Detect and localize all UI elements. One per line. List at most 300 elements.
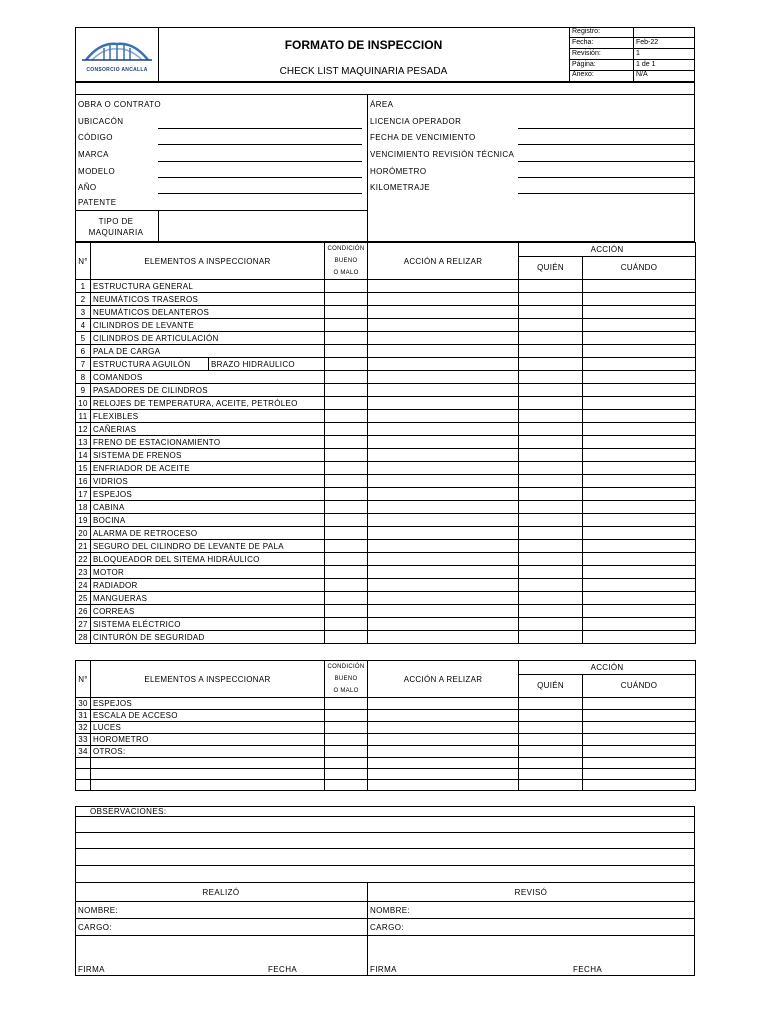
who-cell[interactable] [519, 345, 583, 358]
action-cell[interactable] [368, 710, 519, 722]
who-cell[interactable] [519, 436, 583, 449]
action-cell[interactable] [368, 540, 519, 553]
patente-label: PATENTE [78, 198, 117, 207]
when-cell[interactable] [583, 514, 696, 527]
table-row [76, 514, 696, 527]
who-cell[interactable] [519, 618, 583, 631]
item-label: CINTURÓN DE SEGURIDAD [91, 631, 325, 644]
item-label: NEUMÁTICOS DELANTEROS [91, 306, 325, 319]
item-number: 6 [76, 345, 91, 358]
item-label: PASADORES DE CILINDROS [91, 384, 325, 397]
col-condicion-header: CONDICIÓN BUENO O MALO [325, 661, 368, 698]
when-cell[interactable] [583, 579, 696, 592]
who-cell[interactable] [519, 605, 583, 618]
condition-cell[interactable] [325, 293, 368, 306]
action-cell[interactable] [368, 332, 519, 345]
reviso-cargo-label: CARGO: [370, 923, 404, 932]
who-cell[interactable] [519, 371, 583, 384]
item-label: ALARMA DE RETROCESO [91, 527, 325, 540]
item-label: LUCES [91, 722, 325, 734]
col-accion-header: ACCIÓN [519, 243, 696, 257]
item-number: 8 [76, 371, 91, 384]
item-label: CABINA [91, 501, 325, 514]
item-label [91, 769, 325, 780]
condition-cell[interactable] [325, 710, 368, 722]
meta-label: Página: [572, 61, 596, 68]
when-cell[interactable] [583, 358, 696, 371]
col-elementos-header: ELEMENTOS A INSPECCIONAR [91, 661, 325, 698]
item-number: 16 [76, 475, 91, 488]
condition-cell[interactable] [325, 319, 368, 332]
who-cell[interactable] [519, 449, 583, 462]
when-cell[interactable] [583, 319, 696, 332]
item-number: 14 [76, 449, 91, 462]
action-cell[interactable] [368, 501, 519, 514]
item-label: MANGUERAS [91, 592, 325, 605]
when-cell[interactable] [583, 734, 696, 746]
action-cell[interactable] [368, 605, 519, 618]
when-cell[interactable] [583, 475, 696, 488]
when-cell[interactable] [583, 371, 696, 384]
ano-field[interactable] [158, 193, 362, 194]
item-label: ESPEJOS [91, 488, 325, 501]
who-cell[interactable] [519, 553, 583, 566]
item-number: 3 [76, 306, 91, 319]
when-cell[interactable] [583, 332, 696, 345]
table-row [76, 592, 696, 605]
codigo-field[interactable] [158, 144, 362, 145]
item-label: CORREAS [91, 605, 325, 618]
item-number [76, 758, 91, 769]
action-cell[interactable] [368, 769, 519, 780]
obra-label: OBRA O CONTRATO [78, 100, 162, 109]
realizo-cargo-label: CARGO: [78, 923, 112, 932]
item-label: CILINDROS DE LEVANTE [91, 319, 325, 332]
when-cell[interactable] [583, 769, 696, 780]
vencimiento-field[interactable] [518, 144, 694, 145]
condition-cell[interactable] [325, 410, 368, 423]
action-cell[interactable] [368, 410, 519, 423]
item-label: MOTOR [91, 566, 325, 579]
when-cell[interactable] [583, 280, 696, 293]
realizo-nombre-label: NOMBRE: [78, 906, 119, 915]
item-number: 28 [76, 631, 91, 644]
action-cell[interactable] [368, 566, 519, 579]
action-cell[interactable] [368, 319, 519, 332]
when-cell[interactable] [583, 449, 696, 462]
who-cell[interactable] [519, 710, 583, 722]
table-row [76, 280, 696, 293]
horometro-label: HORÓMETRO [370, 167, 427, 176]
col-accion-relizar-header: ACCIÓN A RELIZAR [368, 661, 519, 698]
item-number: 30 [76, 698, 91, 710]
condition-cell[interactable] [325, 758, 368, 769]
col-num-header: N° [76, 661, 91, 698]
item-label [91, 758, 325, 769]
condition-cell[interactable] [325, 746, 368, 758]
condition-cell[interactable] [325, 423, 368, 436]
who-cell[interactable] [519, 280, 583, 293]
condition-cell[interactable] [325, 618, 368, 631]
table-row [76, 698, 696, 710]
when-cell[interactable] [583, 618, 696, 631]
condition-cell[interactable] [325, 698, 368, 710]
company-logo [80, 40, 154, 73]
item-label: ENFRIADOR DE ACEITE [91, 462, 325, 475]
item-number: 10 [76, 397, 91, 410]
condition-cell[interactable] [325, 462, 368, 475]
meta-label: Anexo: [572, 71, 594, 78]
who-cell[interactable] [519, 332, 583, 345]
who-cell[interactable] [519, 423, 583, 436]
modelo-label: MODELO [78, 167, 116, 176]
form-subtitle: CHECK LIST MAQUINARIA PESADA [279, 66, 448, 77]
table-row [76, 605, 696, 618]
item-number: 18 [76, 501, 91, 514]
marca-field[interactable] [158, 161, 362, 162]
table-row [76, 306, 696, 319]
condition-cell[interactable] [325, 769, 368, 780]
table-row [76, 384, 696, 397]
table-row [76, 371, 696, 384]
meta-label: Revisión: [572, 50, 601, 57]
table-row [76, 410, 696, 423]
item-extra-label: BRAZO HIDRAULICO [209, 358, 325, 371]
item-number: 17 [76, 488, 91, 501]
condition-cell[interactable] [325, 631, 368, 644]
item-number: 20 [76, 527, 91, 540]
item-number: 2 [76, 293, 91, 306]
action-cell[interactable] [368, 423, 519, 436]
meta-value: Feb-22 [636, 39, 659, 46]
action-cell[interactable] [368, 618, 519, 631]
when-cell[interactable] [583, 384, 696, 397]
item-label: SISTEMA ELÉCTRICO [91, 618, 325, 631]
col-num-header: N° [76, 243, 91, 280]
revision-tecnica-field[interactable] [518, 161, 694, 162]
item-number: 1 [76, 280, 91, 293]
table-row [76, 618, 696, 631]
when-cell[interactable] [583, 423, 696, 436]
when-cell[interactable] [583, 306, 696, 319]
item-label: BLOQUEADOR DEL SITEMA HIDRÁULICO [91, 553, 325, 566]
item-label: CILINDROS DE ARTICULACIÓN [91, 332, 325, 345]
item-label: HOROMETRO [91, 734, 325, 746]
when-cell[interactable] [583, 410, 696, 423]
observaciones-line[interactable] [75, 865, 695, 866]
when-cell[interactable] [583, 758, 696, 769]
observaciones-line[interactable] [75, 832, 695, 833]
item-number: 9 [76, 384, 91, 397]
action-cell[interactable] [368, 631, 519, 644]
condition-cell[interactable] [325, 780, 368, 791]
condition-cell[interactable] [325, 722, 368, 734]
action-cell[interactable] [368, 371, 519, 384]
table-row [76, 579, 696, 592]
action-cell[interactable] [368, 488, 519, 501]
item-number: 26 [76, 605, 91, 618]
who-cell[interactable] [519, 319, 583, 332]
item-label: PALA DE CARGA [91, 345, 325, 358]
who-cell[interactable] [519, 514, 583, 527]
meta-value: 1 de 1 [636, 61, 656, 68]
who-cell[interactable] [519, 722, 583, 734]
logo-text: CONSORCIO ANCALLA [86, 67, 148, 73]
action-cell[interactable] [368, 780, 519, 791]
condition-cell[interactable] [325, 436, 368, 449]
condition-cell[interactable] [325, 734, 368, 746]
item-number: 22 [76, 553, 91, 566]
table-row [76, 710, 696, 722]
when-cell[interactable] [583, 710, 696, 722]
table-row [76, 501, 696, 514]
reviso-nombre-label: NOMBRE: [370, 906, 411, 915]
col-quien-header: QUIÉN [519, 674, 583, 697]
who-cell[interactable] [519, 579, 583, 592]
checklist-table-extra [75, 660, 696, 791]
condition-cell[interactable] [325, 358, 368, 371]
who-cell[interactable] [519, 592, 583, 605]
when-cell[interactable] [583, 566, 696, 579]
action-cell[interactable] [368, 280, 519, 293]
who-cell[interactable] [519, 746, 583, 758]
col-quien-header: QUIÉN [519, 256, 583, 279]
item-label: NEUMÁTICOS TRASEROS [91, 293, 325, 306]
item-label: COMANDOS [91, 371, 325, 384]
who-cell[interactable] [519, 475, 583, 488]
condition-cell[interactable] [325, 501, 368, 514]
when-cell[interactable] [583, 488, 696, 501]
realizo-heading: REALIZÓ [202, 888, 240, 897]
action-cell[interactable] [368, 436, 519, 449]
condition-cell[interactable] [325, 579, 368, 592]
action-cell[interactable] [368, 527, 519, 540]
condition-cell[interactable] [325, 566, 368, 579]
when-cell[interactable] [583, 527, 696, 540]
when-cell[interactable] [583, 540, 696, 553]
action-cell[interactable] [368, 449, 519, 462]
item-label: FRENO DE ESTACIONAMIENTO [91, 436, 325, 449]
checklist-table [75, 242, 696, 644]
table-row [76, 345, 696, 358]
condition-cell[interactable] [325, 384, 368, 397]
table-row [76, 527, 696, 540]
who-cell[interactable] [519, 397, 583, 410]
col-elementos-header: ELEMENTOS A INSPECCIONAR [91, 243, 325, 280]
modelo-field[interactable] [158, 177, 362, 178]
who-cell[interactable] [519, 631, 583, 644]
condition-cell[interactable] [325, 280, 368, 293]
form-title: FORMATO DE INSPECCION [284, 38, 443, 52]
condition-cell[interactable] [325, 527, 368, 540]
condition-cell[interactable] [325, 514, 368, 527]
who-cell[interactable] [519, 527, 583, 540]
when-cell[interactable] [583, 553, 696, 566]
who-cell[interactable] [519, 758, 583, 769]
realizo-fecha-label: FECHA [268, 965, 298, 974]
item-label: ESCALA DE ACCESO [91, 710, 325, 722]
col-cuando-header: CUÁNDO [583, 256, 696, 279]
action-cell[interactable] [368, 592, 519, 605]
condition-cell[interactable] [325, 397, 368, 410]
action-cell[interactable] [368, 306, 519, 319]
item-number: 25 [76, 592, 91, 605]
condition-cell[interactable] [325, 371, 368, 384]
who-cell[interactable] [519, 410, 583, 423]
when-cell[interactable] [583, 462, 696, 475]
area-label: ÁREA [370, 100, 394, 109]
item-label: RADIADOR [91, 579, 325, 592]
when-cell[interactable] [583, 436, 696, 449]
col-condicion-header: CONDICIÓN BUENO O MALO [325, 243, 368, 280]
who-cell[interactable] [519, 384, 583, 397]
ano-label: AÑO [78, 183, 97, 192]
who-cell[interactable] [519, 540, 583, 553]
item-number: 19 [76, 514, 91, 527]
realizo-firma-label: FIRMA [78, 965, 105, 974]
who-cell[interactable] [519, 780, 583, 791]
condition-cell[interactable] [325, 449, 368, 462]
who-cell[interactable] [519, 462, 583, 475]
revision-tecnica-label: VENCIMIENTO REVISIÓN TÉCNICA [370, 150, 515, 159]
action-cell[interactable] [368, 698, 519, 710]
action-cell[interactable] [368, 746, 519, 758]
kilometraje-label: KILOMETRAJE [370, 183, 430, 192]
condition-cell[interactable] [325, 488, 368, 501]
meta-label: Registro: [572, 28, 601, 35]
who-cell[interactable] [519, 501, 583, 514]
when-cell[interactable] [583, 345, 696, 358]
when-cell[interactable] [583, 780, 696, 791]
who-cell[interactable] [519, 488, 583, 501]
ubicacion-label: UBICACÓN [78, 117, 124, 126]
when-cell[interactable] [583, 397, 696, 410]
when-cell[interactable] [583, 592, 696, 605]
who-cell[interactable] [519, 566, 583, 579]
item-number: 21 [76, 540, 91, 553]
table-row [76, 488, 696, 501]
condition-cell[interactable] [325, 306, 368, 319]
table-row [76, 734, 696, 746]
who-cell[interactable] [519, 698, 583, 710]
condition-cell[interactable] [325, 540, 368, 553]
item-number: 7 [76, 358, 91, 371]
table-row [76, 746, 696, 758]
action-cell[interactable] [368, 553, 519, 566]
licencia-label: LICENCIA OPERADOR [370, 117, 462, 126]
table-row [76, 780, 696, 791]
table-row [76, 319, 696, 332]
item-label: OTROS: [91, 746, 325, 758]
action-cell[interactable] [368, 462, 519, 475]
when-cell[interactable] [583, 501, 696, 514]
table-row [76, 722, 696, 734]
when-cell[interactable] [583, 293, 696, 306]
condition-cell[interactable] [325, 332, 368, 345]
action-cell[interactable] [368, 384, 519, 397]
when-cell[interactable] [583, 631, 696, 644]
table-row [76, 553, 696, 566]
meta-label: Fecha: [572, 39, 594, 46]
condition-cell[interactable] [325, 592, 368, 605]
item-number: 23 [76, 566, 91, 579]
who-cell[interactable] [519, 293, 583, 306]
table-row [76, 462, 696, 475]
reviso-fecha-label: FECHA [573, 965, 603, 974]
item-number [76, 769, 91, 780]
action-cell[interactable] [368, 397, 519, 410]
who-cell[interactable] [519, 769, 583, 780]
item-label: SEGURO DEL CILINDRO DE LEVANTE DE PALA [91, 540, 325, 553]
observaciones-label: OBSERVACIONES: [90, 807, 167, 816]
action-cell[interactable] [368, 579, 519, 592]
who-cell[interactable] [519, 734, 583, 746]
action-cell[interactable] [368, 345, 519, 358]
table-row [76, 475, 696, 488]
table-row [76, 397, 696, 410]
table-row [76, 769, 696, 780]
item-number: 12 [76, 423, 91, 436]
item-label: RELOJES DE TEMPERATURA, ACEITE, PETRÓLEO [91, 397, 325, 410]
item-label: ESPEJOS [91, 698, 325, 710]
when-cell[interactable] [583, 698, 696, 710]
action-cell[interactable] [368, 514, 519, 527]
when-cell[interactable] [583, 605, 696, 618]
action-cell[interactable] [368, 722, 519, 734]
vencimiento-label: FECHA DE VENCIMIENTO [370, 133, 476, 142]
ubicacion-field[interactable] [158, 128, 362, 129]
condition-cell[interactable] [325, 605, 368, 618]
licencia-field[interactable] [518, 128, 694, 129]
item-number: 31 [76, 710, 91, 722]
item-label: CAÑERIAS [91, 423, 325, 436]
when-cell[interactable] [583, 722, 696, 734]
action-cell[interactable] [368, 358, 519, 371]
item-label: BOCINA [91, 514, 325, 527]
action-cell[interactable] [368, 475, 519, 488]
kilometraje-field[interactable] [518, 193, 694, 194]
item-number: 11 [76, 410, 91, 423]
col-accion-relizar-header: ACCIÓN A RELIZAR [368, 243, 519, 280]
item-label: SISTEMA DE FRENOS [91, 449, 325, 462]
observaciones-line[interactable] [75, 848, 695, 849]
marca-label: MARCA [78, 150, 109, 159]
condition-cell[interactable] [325, 553, 368, 566]
horometro-field[interactable] [518, 177, 694, 178]
who-cell[interactable] [519, 306, 583, 319]
item-number: 15 [76, 462, 91, 475]
condition-cell[interactable] [325, 475, 368, 488]
table-row [76, 436, 696, 449]
codigo-label: CÓDIGO [78, 133, 113, 142]
item-number: 27 [76, 618, 91, 631]
item-label: VIDRIOS [91, 475, 325, 488]
item-label: ESTRUCTURA AGUILÓN [91, 358, 209, 371]
action-cell[interactable] [368, 293, 519, 306]
item-number: 32 [76, 722, 91, 734]
reviso-heading: REVISÓ [514, 888, 548, 897]
item-number: 5 [76, 332, 91, 345]
condition-cell[interactable] [325, 345, 368, 358]
who-cell[interactable] [519, 358, 583, 371]
action-cell[interactable] [368, 734, 519, 746]
when-cell[interactable] [583, 746, 696, 758]
table-row [76, 566, 696, 579]
reviso-firma-label: FIRMA [370, 965, 397, 974]
item-label: FLEXIBLES [91, 410, 325, 423]
table-row [76, 631, 696, 644]
action-cell[interactable] [368, 758, 519, 769]
